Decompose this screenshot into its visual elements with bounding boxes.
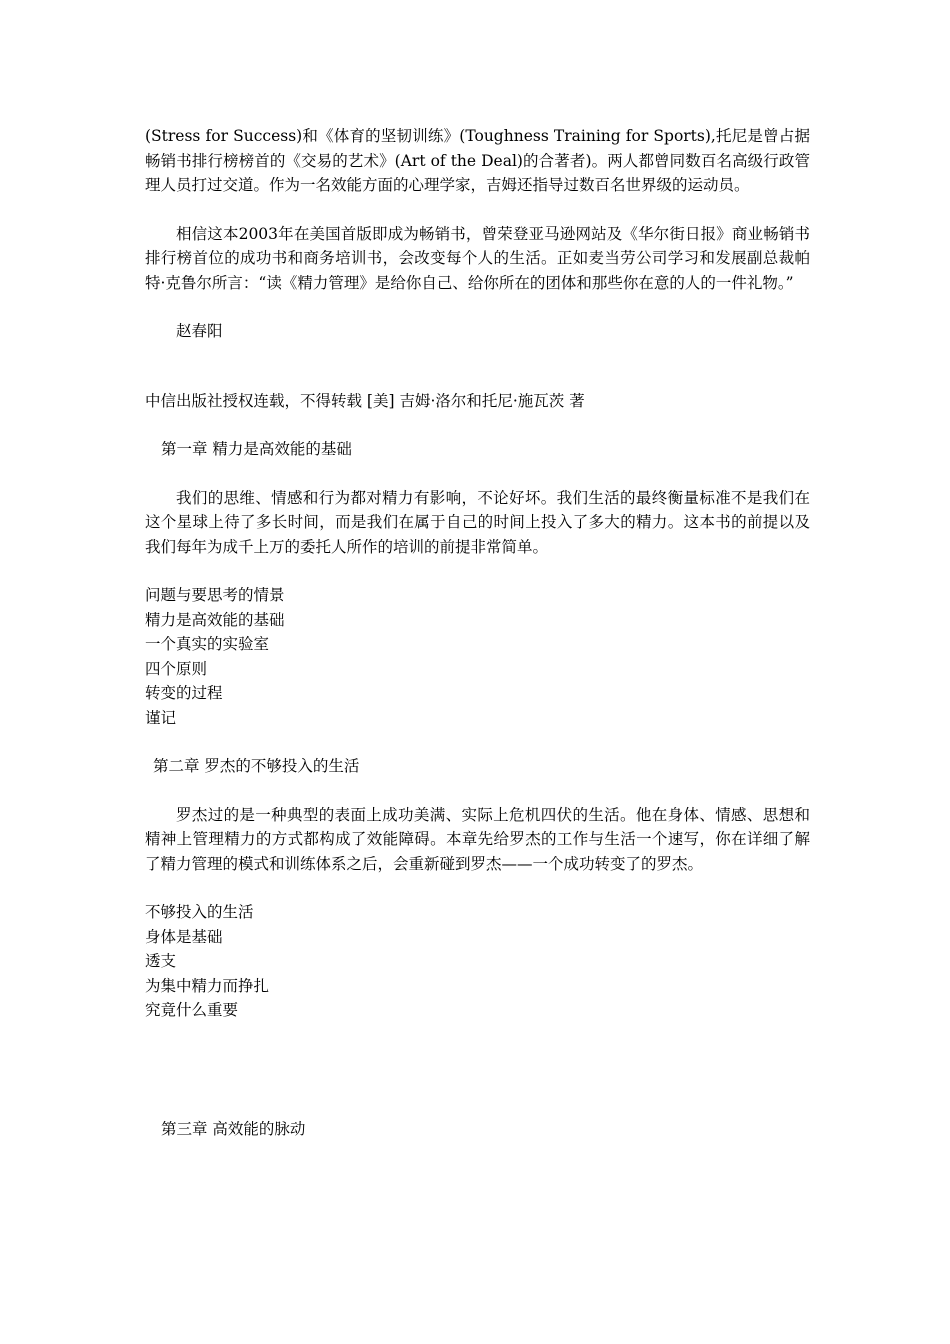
document-page bbox=[145, 124, 810, 1141]
section-list-item: 身体是基础 bbox=[145, 927, 223, 946]
intro-signature: 赵春阳 bbox=[176, 322, 223, 340]
chapter-1-title: 第一章 精力是高效能的基础 bbox=[161, 440, 352, 458]
section-list-item: 问题与要思考的情景 bbox=[145, 586, 285, 604]
section-list-item: 究竟什么重要 bbox=[145, 1001, 239, 1019]
section-list-item: 不够投入的生活 bbox=[145, 903, 254, 921]
section-list-item: 一个真实的实验室 bbox=[145, 635, 270, 653]
credit-line: 中信出版社授权连载，不得转载 [美] 吉姆·洛尔和托尼·施瓦茨 著 bbox=[145, 391, 585, 410]
chapter-2-summary: 罗杰过的是一种典型的表面上成功美满、实际上危机四伏的生活。他在身体、情感、思想和精神上管理精力的方式都构成了效能障碍。本章先给罗杰的工作与生活一个速写，你在详细了解了精力管理的模式和训练体系之后，会重新碰到罗杰——一个成功转变了的罗杰。 bbox=[145, 805, 810, 873]
section-list-item: 透支 bbox=[145, 952, 177, 970]
section-list-item: 谨记 bbox=[145, 708, 177, 727]
section-list-item: 转变的过程 bbox=[145, 684, 223, 702]
chapter-2-title: 第二章 罗杰的不够投入的生活 bbox=[153, 757, 360, 775]
intro-paragraph-2: 相信这本2003年在美国首版即成为畅销书，曾荣登亚马逊网站及《华尔街日报》商业畅销书排行榜首位的成功书和商务培训书，会改变每个人的生活。正如麦当劳公司学习和发展副总裁帕特·克鲁尔所言：“读《精力管理》是给你自己、给你所在的团体和那些你在意的人的一件礼物。” bbox=[145, 224, 810, 292]
section-list-item: 四个原则 bbox=[145, 659, 208, 678]
section-list-item: 为集中精力而挣扎 bbox=[145, 976, 270, 995]
chapter-2-section-list bbox=[145, 900, 810, 1023]
intro-paragraph-1: (Stress for Success)和《体育的坚韧训练》(Toughness Training for Sports),托尼是曾占据畅销书排行榜榜首的《交易的艺术》(Art of the Deal)的合著者)。两人都曾同数百名高级行政管理人员打过交道。作为一名效能方面的心理学家，吉姆还指导过数百名世界级的运动员。 bbox=[145, 127, 810, 194]
chapter-3-title: 第三章 高效能的脉动 bbox=[161, 1119, 306, 1138]
chapter-1-summary: 我们的思维、情感和行为都对精力有影响，不论好坏。我们生活的最终衡量标准不是我们在这个星球上待了多长时间，而是我们在属于自己的时间上投入了多大的精力。这本书的前提以及我们每年为成千上万的委托人所作的培训的前提非常简单。 bbox=[145, 488, 810, 556]
chapter-1-section-list bbox=[145, 583, 810, 730]
section-list-item: 精力是高效能的基础 bbox=[145, 610, 285, 629]
